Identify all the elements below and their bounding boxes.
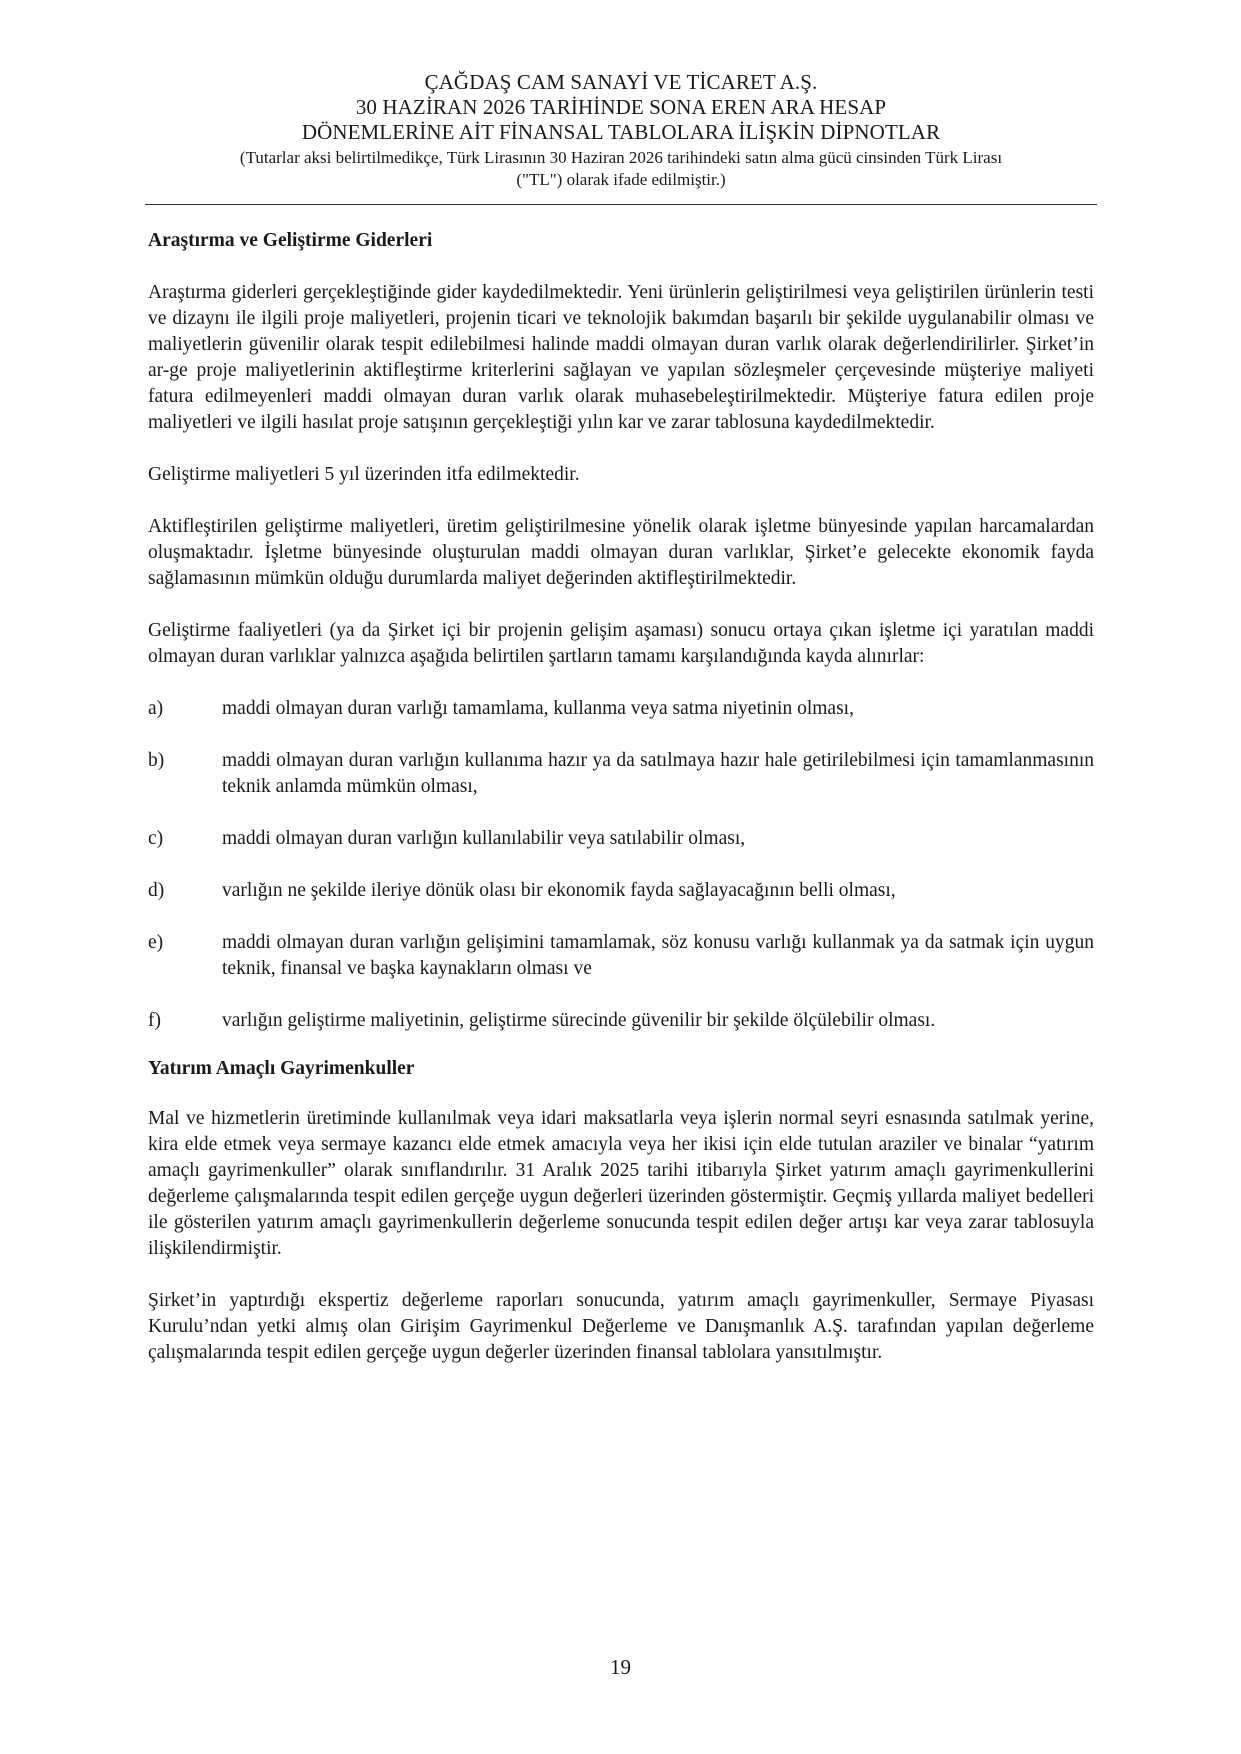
paragraph-investment-1: Mal ve hizmetlerin üretiminde kullanılmak veya idari maksatlarla veya işlerin normal seyri esnasında satılmak yerine, kira elde etmek veya sermaye kazancı elde etmek amacıyla veya her ikisi için elde tutulan araziler ve binalar “yatırım amaçlı gayrimenkuller” olarak sınıflandırılır. 31 Aralık 2025 tarihi itibarıyla Şirket yatırım amaçlı gayrimenkullerini değerleme çalışmalarında tespit edilen gerçeğe uygun değerleri üzerinden göstermiştir. Geçmiş yıllarda maliyet bedelleri ile gösterilen yatırım amaçlı gayrimenkullerin değerleme sonucunda tespit edilen değer artışı kar veya zarar tablosuyla ilişkilendirmiştir. <box>148 1108 1094 1259</box>
report-period: 30 HAZİRAN 2026 TARİHİNDE SONA EREN ARA HESAP <box>355 95 887 119</box>
currency-note-line2: ("TL") olarak ifade edilmiştir.) <box>516 170 726 189</box>
list-marker: f) <box>148 1010 161 1031</box>
list-text: maddi olmayan duran varlığı tamamlama, kullanma veya satma niyetinin olması, <box>222 698 854 719</box>
list-marker: b) <box>148 750 165 771</box>
list-item <box>148 748 1094 800</box>
list-text: maddi olmayan duran varlığın gelişimini tamamlamak, söz konusu varlığı kullanmak ya da satmak için uygun teknik, finansal ve başka kaynakların olması ve <box>222 932 1094 979</box>
page-number: 19 <box>610 1655 631 1679</box>
currency-note-line1: (Tutarlar aksi belirtilmedikçe, Türk Lirasının 30 Haziran 2026 tarihindeki satın alma gücü cinsinden Türk Lirası <box>239 148 1003 167</box>
page-body <box>148 228 1094 1366</box>
list-text: varlığın ne şekilde ileriye dönük olası bir ekonomik fayda sağlayacağının belli olması, <box>222 880 896 901</box>
list-text: maddi olmayan duran varlığın kullanılabilir veya satılabilir olması, <box>222 828 746 849</box>
paragraph-rnd-2: Geliştirme maliyetleri 5 yıl üzerinden itfa edilmektedir. <box>148 464 580 485</box>
list-text: varlığın geliştirme maliyetinin, geliştirme sürecinde güvenilir bir şekilde ölçülebilir olması. <box>222 1010 936 1031</box>
list-item <box>148 696 1094 722</box>
list-item <box>148 878 1094 904</box>
section-heading-rnd: Araştırma ve Geliştirme Giderleri <box>148 230 433 251</box>
list-marker: d) <box>148 880 165 901</box>
paragraph-rnd-1: Araştırma giderleri gerçekleştiğinde gider kaydedilmektedir. Yeni ürünlerin geliştirilmesi veya geliştirilen ürünlerin testi ve dizaynı ile ilgili proje maliyetleri, projenin ticari ve teknolojik bakımdan başarılı bir şekilde uygulanabilir olması ve maliyetlerin güvenilir olarak tespit edilebilmesi halinde maddi olmayan duran varlık olarak değerlendirilirler. Şirket’in ar-ge proje maliyetlerinin aktifleştirme kriterlerini sağlayan ve yapılan sözleşmeler çerçevesinde müşteriye maliyeti fatura edilmeyenleri maddi olmayan duran varlık olarak muhasebeleştirilmektedir. Müşteriye fatura edilen proje maliyetleri ve ilgili hasılat proje satışının gerçekleştiği yılın kar ve zarar tablosuna kaydedilmektedir. <box>148 282 1094 433</box>
list-marker: a) <box>148 698 164 719</box>
paragraph-rnd-3: Aktifleştirilen geliştirme maliyetleri, üretim geliştirilmesine yönelik olarak işletme bünyesinde yapılan harcamalardan oluşmaktadır. İşletme bünyesinde oluşturulan maddi olmayan duran varlıklar, Şirket’e gelecekte ekonomik fayda sağlamasının mümkün olduğu durumlarda maliyet değerinden aktifleştirilmektedir. <box>148 516 1094 589</box>
list-item <box>148 1008 1094 1034</box>
paragraph-investment-2: Şirket’in yaptırdığı ekspertiz değerleme raporları sonucunda, yatırım amaçlı gayrimenkuller, Sermaye Piyasası Kurulu’ndan yetki almış olan Girişim Gayrimenkul Değerleme ve Danışmanlık A.Ş. tarafından yapılan değerleme çalışmalarında tespit edilen gerçeğe uygun değerler üzerinden finansal tablolara yansıtılmıştır. <box>148 1290 1094 1363</box>
section-heading-investment-property: Yatırım Amaçlı Gayrimenkuller <box>148 1058 415 1079</box>
list-marker: e) <box>148 932 164 953</box>
page-header <box>148 70 1094 191</box>
header-divider <box>145 204 1097 205</box>
report-title: DÖNEMLERİNE AİT FİNANSAL TABLOLARA İLİŞKİN DİPNOTLAR <box>301 120 941 144</box>
list-item <box>148 930 1094 982</box>
company-name: ÇAĞDAŞ CAM SANAYİ VE TİCARET A.Ş. <box>424 70 818 94</box>
paragraph-rnd-4: Geliştirme faaliyetleri (ya da Şirket içi bir projenin gelişim aşaması) sonucu ortaya çıkan işletme içi yaratılan maddi olmayan duran varlıklar yalnızca aşağıda belirtilen şartların tamamı karşılandığında kayda alınırlar: <box>148 620 1094 667</box>
list-item <box>148 826 1094 852</box>
list-marker: c) <box>148 828 164 849</box>
list-text: maddi olmayan duran varlığın kullanıma hazır ya da satılmaya hazır hale getirilebilmesi için tamamlanmasının teknik anlamda mümkün olması, <box>222 750 1094 797</box>
